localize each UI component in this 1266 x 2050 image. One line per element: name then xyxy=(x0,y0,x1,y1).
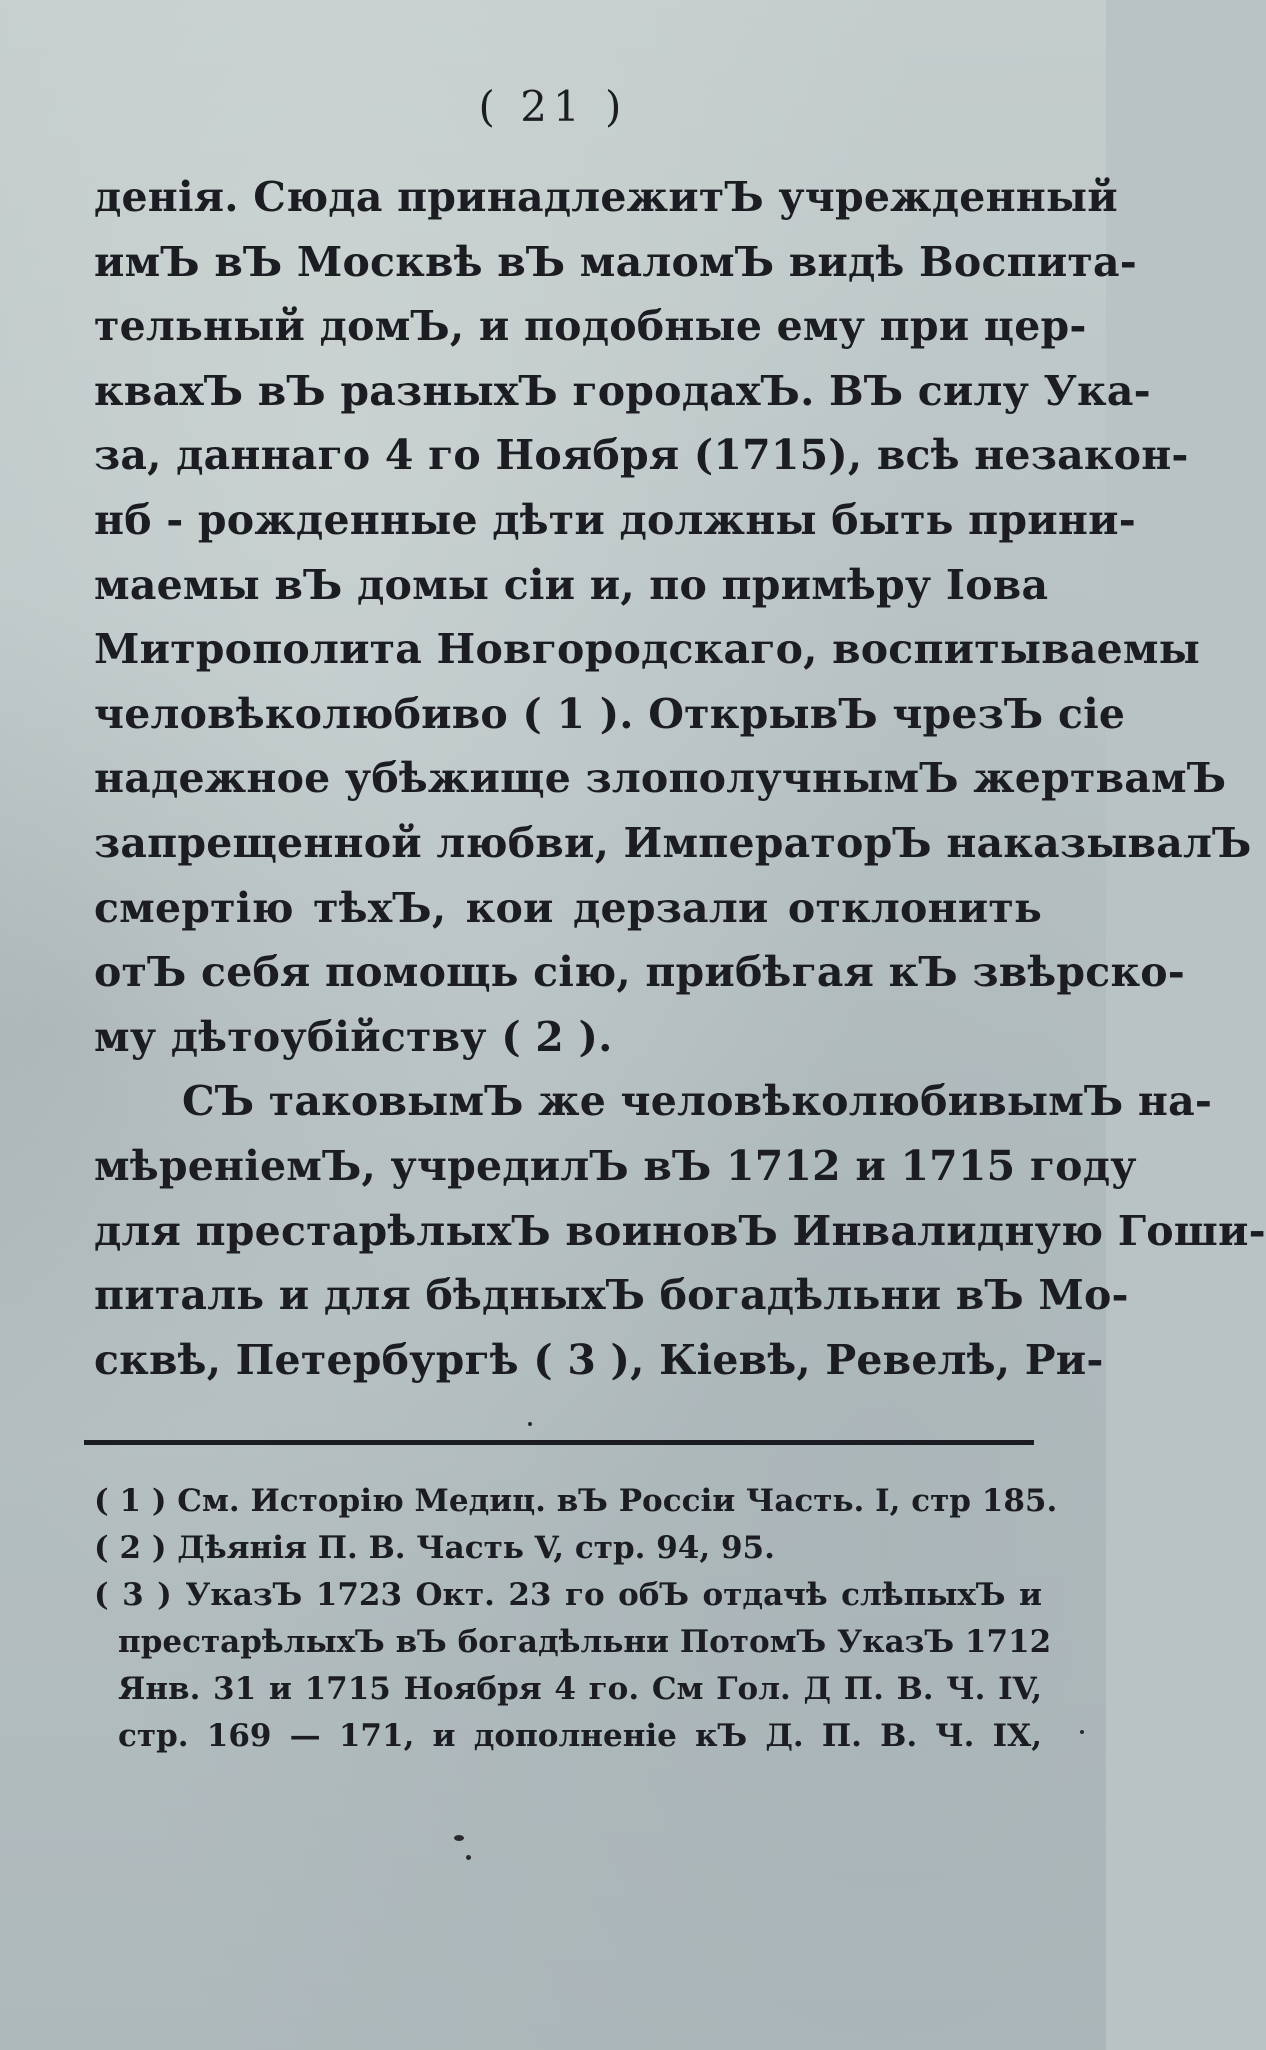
footnote-3-line: стр. 169 — 171, и дополненіе кЪ Д. П. В. Ч. IX, xyxy=(118,1718,1042,1754)
text-line: питаль и для бѣдныхЪ богадѣльни вЪ Мо- xyxy=(94,1271,1129,1320)
footnote-2: ( 2 ) Дѣянія П. В. Часть V, стр. 94, 95. xyxy=(94,1530,775,1566)
text-line: отЪ себя помощь сію, прибѣгая кЪ звѣрско- xyxy=(94,948,1186,997)
text-line: за, даннаго 4 го Ноября (1715), всѣ незакон- xyxy=(94,431,1189,480)
footnote-3-line: престарѣлыхЪ вЪ богадѣльни ПотомЪ УказЪ 1712 xyxy=(118,1624,1052,1660)
text-line: смертію тѣхЪ, кои дерзали отклонить xyxy=(94,883,1042,932)
text-line: имЪ вЪ Москвѣ вЪ маломЪ видѣ Воспита- xyxy=(94,237,1138,286)
text-line: для престарѣлыхЪ воиновЪ Инвалидную Гоши- xyxy=(94,1206,1266,1255)
text-line: тельный домЪ, и подобные ему при цер- xyxy=(94,302,1087,351)
paper-speck xyxy=(1080,1730,1084,1734)
text-line: денія. Сюда принадлежитЪ учрежденный xyxy=(94,173,1118,221)
text-line: мѣреніемЪ, учредилЪ вЪ 1712 и 1715 году xyxy=(94,1141,1137,1190)
footnote-1: ( 1 ) См. Исторію Медиц. вЪ Россіи Часть. I, стр 185. xyxy=(94,1483,1058,1519)
text-line: СЪ таковымЪ же человѣколюбивымЪ на- xyxy=(182,1077,1213,1126)
main-text xyxy=(94,165,1266,1392)
text-line: нб - рожденные дѣти должны быть прини- xyxy=(94,495,1136,544)
text-line: му дѣтоубійству ( 2 ). xyxy=(94,1012,613,1061)
page-number: ( 21 ) xyxy=(478,82,628,131)
text-line: маемы вЪ домы сіи и, по примѣру Іова xyxy=(94,560,1049,609)
paper-speck xyxy=(528,1422,532,1426)
text-line: квахЪ вЪ разныхЪ городахЪ. ВЪ силу Ука- xyxy=(94,366,1151,415)
footnote-divider xyxy=(84,1440,1034,1445)
footnotes xyxy=(94,1478,1058,1760)
footnote-3-line: Янв. 31 и 1715 Ноября 4 го. См Гол. Д П. В. Ч. IV, xyxy=(118,1671,1042,1707)
text-line: надежное убѣжище злополучнымЪ жертвамЪ xyxy=(94,754,1227,803)
text-line: Митрополита Новгородскаго, воспитываемы xyxy=(94,625,1201,674)
text-line: сквѣ, Петербургѣ ( 3 ), Кіевѣ, Ревелѣ, Ри- xyxy=(94,1335,1104,1384)
paper-speck xyxy=(466,1855,471,1860)
text-line: человѣколюбиво ( 1 ). ОткрывЪ чрезЪ сіе xyxy=(94,689,1126,738)
text-line: запрещенной любви, ИмператорЪ наказывалЪ xyxy=(94,818,1252,867)
paper-speck xyxy=(454,1835,464,1841)
footnote-3: ( 3 ) УказЪ 1723 Окт. 23 го обЪ отдачѣ слѣпыхЪ и xyxy=(94,1577,1042,1613)
